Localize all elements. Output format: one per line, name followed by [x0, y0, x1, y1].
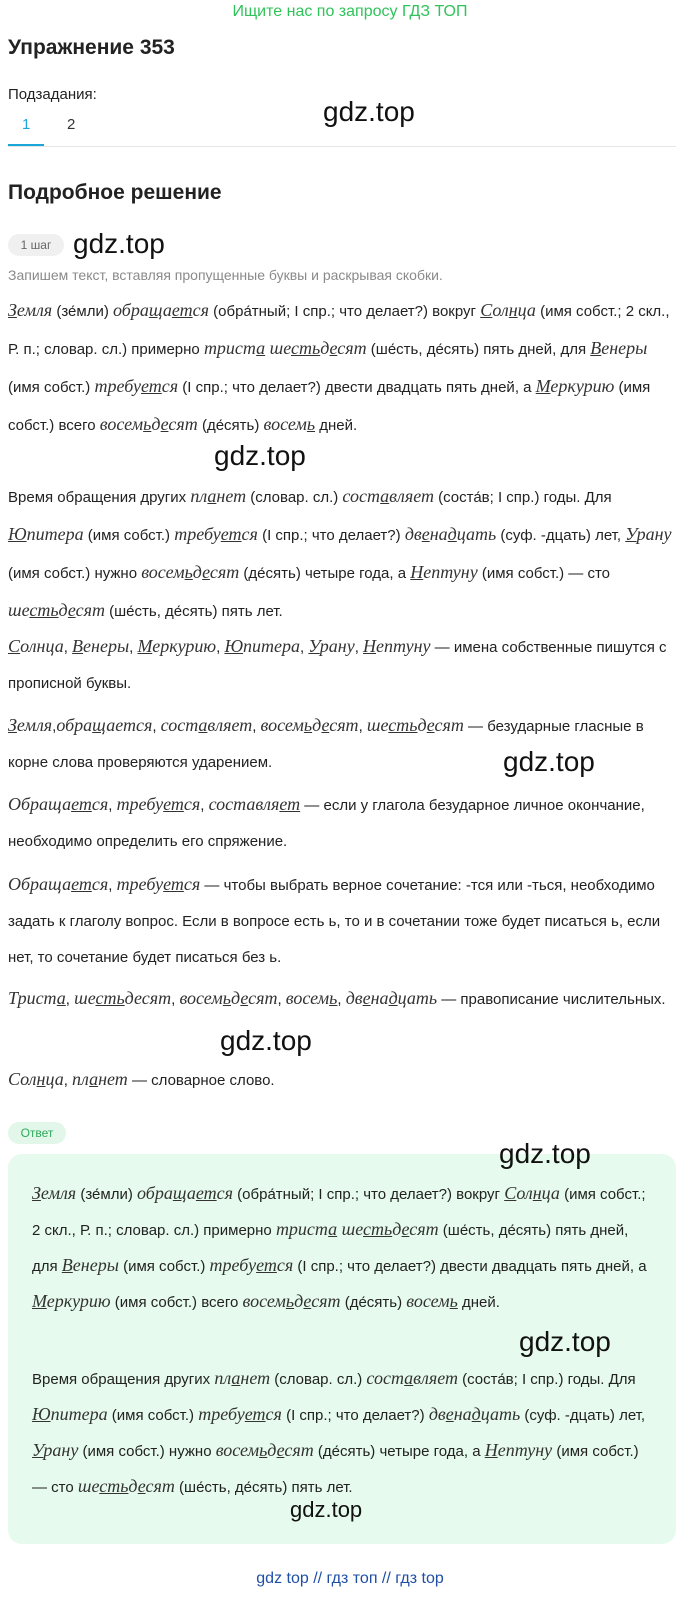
solution-heading: Подробное решение — [8, 181, 222, 204]
tab-1[interactable]: 1 — [22, 116, 31, 133]
watermark: gdz.top — [220, 1025, 312, 1056]
watermark: gdz.top — [519, 1326, 611, 1357]
watermark: gdz.top — [503, 746, 595, 777]
step-badge: 1 шаг — [8, 234, 64, 256]
solution-paragraph-2: Время обращения других планет (словар. сл.) составляет (соста́в; I спр.) годы. Для Юпитера (имя собст.) требуется (I спр.; что делает?) двенадцать (суф. -дцать) лет, Урану (имя собст.) нужно восемьдесят (де́сять) четыре года, а Нептуну (имя собст.) — сто шестьдесят (ше́сть, де́сять) пять лет. — [8, 486, 672, 620]
divider — [8, 146, 676, 147]
solution-paragraph-3: Солнца, Венеры, Меркурию, Юпитера, Урану, Нептуну — имена собственные пишутся с прописной буквы. — [8, 636, 667, 692]
watermark: gdz.top — [323, 96, 415, 127]
tab-2[interactable]: 2 — [67, 116, 76, 133]
solution-paragraph-1: Земля (зе́мли) обращается (обра́тный; I спр.; что делает?) вокруг Солнца (имя собст.; 2 скл., Р. п.; словар. сл.) примерно триста шестьдесят (ше́сть, де́сять) пять дней, для Венеры (имя собст.) требуется (I спр.; что делает?) двести двадцать пять дней, а Меркурию (имя собст.) всего восемьдесят (де́сять) восемь дней. — [8, 300, 670, 434]
search-banner[interactable]: Ищите нас по запросу ГДЗ ТОП — [232, 3, 468, 20]
answer-paragraph-1: Земля (зе́мли) обращается (обра́тный; I спр.; что делает?) вокруг Солнца (имя собст.; 2 скл., Р. п.; словар. сл.) примерно триста шестьдесят (ше́сть, де́сять) пять дней, для Венеры (имя собст.) требуется (I спр.; что делает?) двести двадцать пять дней, а Меркурию (имя собст.) всего восемьдесят (де́сять) восемь дней. — [32, 1183, 647, 1311]
solution-paragraph-8: Солнца, планет — словарное слово. — [8, 1069, 275, 1089]
solution-paragraph-7: Триста, шестьдесят, восемьдесят, восемь, двенадцать — правописание числительных. — [8, 988, 666, 1008]
solution-paragraph-6: Обращается, требуется — чтобы выбрать верное сочетание: -тся или -ться, необходимо задать к глаголу вопрос. Если в вопросе есть ь, то и в сочетании тоже будет писаться ь, если нет, то сочетание будет писаться без ь. — [8, 874, 661, 966]
footer-links[interactable]: gdz top // гдз топ // гдз top — [256, 1570, 444, 1587]
watermark: gdz.top — [499, 1138, 591, 1169]
watermark: gdz.top — [214, 440, 306, 471]
watermark: gdz.top — [73, 228, 165, 259]
solution-paragraph-4: Земля,обращается, составляет, восемьдесят, шестьдесят — безударные гласные в корне слова проверяются ударением. — [8, 715, 644, 771]
page-title: Упражнение 353 — [8, 36, 175, 59]
subtasks-label: Подзадания: — [8, 86, 97, 103]
watermark: gdz.top — [290, 1497, 363, 1522]
answer-paragraph-2: Время обращения других планет (словар. сл.) составляет (соста́в; I спр.) годы. Для Юпитера (имя собст.) требуется (I спр.; что делает?) двенадцать (суф. -дцать) лет, Урану (имя собст.) нужно восемьдесят (де́сять) четыре года, а Нептуну (имя собст.) — сто шестьдесят (ше́сть, де́сять) пять лет. — [32, 1368, 646, 1496]
answer-badge: Ответ — [8, 1122, 66, 1144]
step-description: Запишем текст, вставляя пропущенные буквы и раскрывая скобки. — [8, 267, 443, 283]
solution-paragraph-5: Обращается, требуется, составляет — если у глагола безударное личное окончание, необходимо определить его спряжение. — [8, 794, 645, 850]
